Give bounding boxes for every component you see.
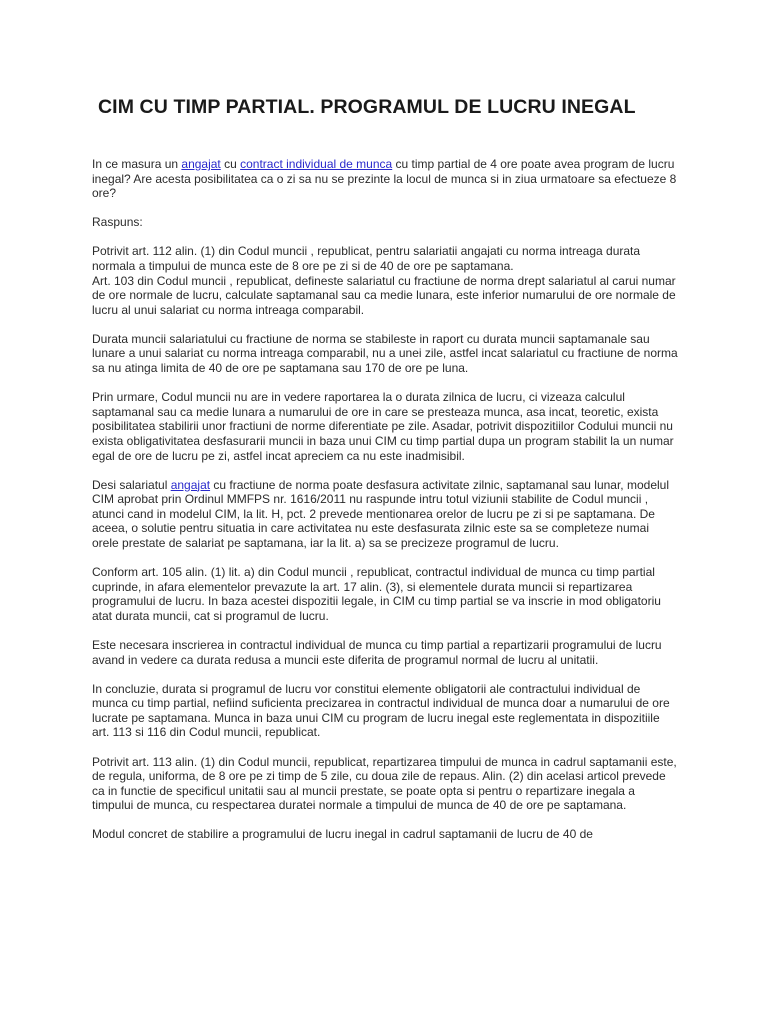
p4-text-2: cu fractiune de norma poate desfasura activitate zilnic, saptamanal sau lunar, modelul CIM aprobat prin Ordinul MMFPS nr. 1616/2011 nu raspunde intru totul viziunii stabilite de Codul muncii , atunci cand in modelul CIM, la lit. H, pct. 2 prevede mentionarea orelor de lucru pe zi si pe saptamana. De aceea, o solutie pentru situatia in care activitatea nu este desfasurata zilnic este sa se completeze numai orele prestate de salariat pe saptamana, iar la lit. a) sa se precizeze programul de lucru. [92, 477, 670, 550]
link-contract-individual-de-munca[interactable]: contract individual de munca [240, 157, 393, 171]
paragraph-art-103: Art. 103 din Codul muncii , republicat, defineste salariatul cu fractiune de norma drept salariatul al carui numar de ore normale de lucru, calculate saptamanal sau ca medie lunara, este inferior numarului de ore normale de lucru al unui salariat cu norma intreaga comparabil. [92, 273, 676, 317]
link-angajat-2[interactable]: angajat [170, 477, 211, 492]
p4-text-1: Desi salariatul [92, 477, 171, 492]
question-text-2: cu [220, 157, 241, 171]
paragraph-modul-concret: Modul concret de stabilire a programului de lucru inegal in cadrul saptamanii de lucru de 40 de [92, 827, 593, 842]
question-paragraph [92, 157, 678, 201]
link-angajat[interactable]: angajat [181, 157, 221, 171]
question-text-1: In ce masura un [92, 157, 182, 171]
paragraph-conform-art-105: Conform art. 105 alin. (1) lit. a) din Codul muncii , republicat, contractul individual de munca cu timp partial cuprinde, in afara elementelor prevazute la art. 17 alin. (3), si elementele durata muncii si repartizarea programului de lucru. In baza acestei dispozitii legale, in CIM cu timp partial se va inscrie in mod obligatoriu atat durata muncii, cat si programul de lucru. [92, 565, 661, 623]
paragraph-art-112-103 [92, 244, 678, 317]
paragraph-desi-salariatul [92, 478, 678, 551]
document-page [92, 96, 678, 856]
answer-label: Raspuns: [92, 215, 143, 230]
paragraph-art-113: Potrivit art. 113 alin. (1) din Codul muncii, republicat, repartizarea timpului de munca in cadrul saptamanii este, de regula, uniforma, de 8 ore pe zi timp de 5 zile, cu doua zile de repaus. Alin. (2) din acelasi articol prevede ca in functie de specificul unitatii sau al muncii prestate, se poate opta si pentru o repartizare inegala a timpului de munca, cu respectarea duratei normale a timpului de munca de 40 de ore pe saptamana. [92, 754, 677, 813]
document-title: CIM CU TIMP PARTIAL. PROGRAMUL DE LUCRU INEGAL [98, 96, 636, 118]
paragraph-este-necesara: Este necesara inscrierea in contractul individual de munca cu timp partial a repartizarii programului de lucru avand in vedere ca durata redusa a muncii este diferita de programul normal de lucru al unitatii. [92, 637, 662, 667]
paragraph-art-112: Potrivit art. 112 alin. (1) din Codul muncii , republicat, pentru salariatii angajati cu norma intreaga durata normala a timpului de munca este de 8 ore pe zi si de 40 de ore pe saptamana. [92, 244, 641, 273]
question-text-3: cu timp partial de 4 ore poate avea program de lucru inegal? Are acesta posibilitatea ca o zi sa nu se prezinte la locul de munca si in ziua urmatoare sa efectueze 8 ore? [92, 157, 677, 201]
paragraph-durata-muncii: Durata muncii salariatului cu fractiune de norma se stabileste in raport cu durata muncii saptamanale sau lunare a unui salariat cu norma intreaga comparabil, nu a unei zile, astfel incat salariatul cu fractiune de norma sa nu atinga limita de 40 de ore pe saptamana sau 170 de ore pe luna. [92, 331, 678, 376]
paragraph-in-concluzie: In concluzie, durata si programul de lucru vor constitui elemente obligatorii ale contractului individual de munca cu timp partial, nefiind suficienta precizarea in contractul individual de munca doar a numarului de ore lucrate pe saptamana. Munca in baza unui CIM cu program de lucru inegal este reglementata in dispozitiile art. 113 si 116 din Codul muncii, republicat. [92, 681, 670, 740]
paragraph-prin-urmare: Prin urmare, Codul muncii nu are in vedere raportarea la o durata zilnica de lucru, ci vizeaza calculul saptamanal sau ca medie lunara a numarului de ore in care se presteaza munca, asa incat, teoretic, exista posibilitatea stabilirii unor fractiuni de norme diferentiate pe zile. Asadar, potrivit dispozitiilor Codului muncii nu exista obligativitatea desfasurarii muncii in baza unui CIM cu timp partial dupa un program stabilit la un numar egal de ore de lucru pe zi, astfel incat apreciem ca nu este inadmisibil. [92, 390, 674, 463]
